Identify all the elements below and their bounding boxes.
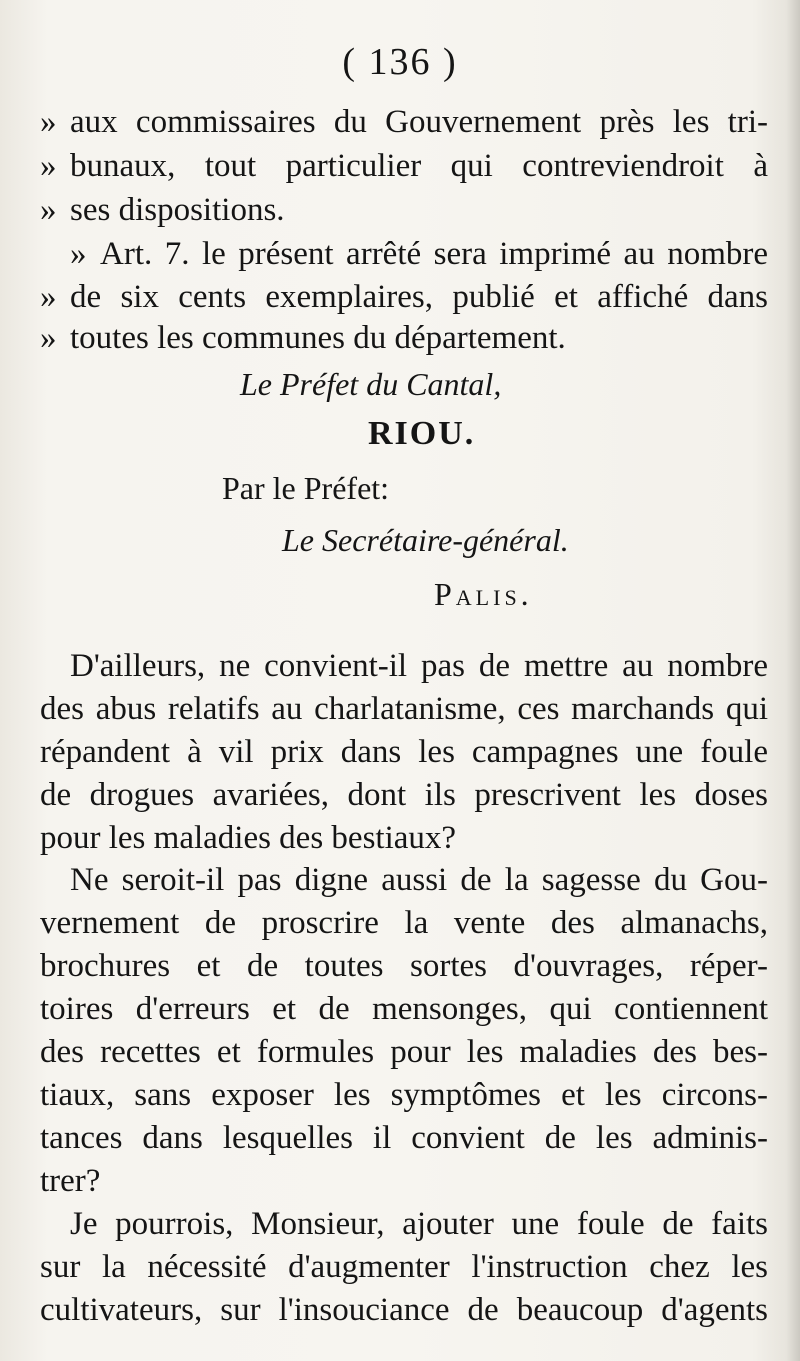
quote-mark: » [40,279,57,315]
paragraph-line: sur la nécessité d'augmenter l'instruction chez les [40,1249,768,1285]
quote-mark: » [40,104,57,140]
paragraph-line: tances dans lesquelles il convient de les adminis- [40,1120,768,1156]
quoted-line [40,146,768,186]
quoted-line [40,318,768,358]
paragraph-line: Ne seroit-il pas digne aussi de la sagesse du Gou- [70,862,768,898]
paragraph-line: pour les maladies des bestiaux? [40,820,457,856]
quoted-line [40,234,768,274]
quoted-text: ses dispositions. [70,192,285,228]
quoted-text: aux commissaires du Gouvernement près les tri- [70,104,768,140]
prefect-title: Le Préfet du Cantal, [240,366,502,402]
page-number: ( 136 ) [342,41,458,83]
paragraph-line: cultivateurs, sur l'insouciance de beaucoup d'agents [40,1292,768,1328]
quoted-text: bunaux, tout particulier qui contreviendroit à [70,148,768,184]
paragraph-line: D'ailleurs, ne convient-il pas de mettre au nombre [70,648,768,684]
paragraph-line: des recettes et formules pour les maladies des bes- [40,1034,768,1070]
paragraph-line: toires d'erreurs et de mensonges, qui contiennent [40,991,768,1027]
quoted-text: Art. 7. le présent arrêté sera imprimé au nombre [100,236,768,272]
secretary-name: Palis. [434,576,533,612]
quote-mark: » [70,236,87,272]
quoted-text: de six cents exemplaires, publié et affiché dans [70,279,768,315]
paragraph-line: tiaux, sans exposer les symptômes et les circons- [40,1077,768,1113]
quoted-text: toutes les communes du département. [70,320,566,356]
page-edge-shadow [786,0,800,1361]
quoted-line [40,190,768,230]
quoted-line [40,277,768,317]
quote-mark: » [40,192,57,228]
quote-mark: » [40,320,57,356]
quote-mark: » [40,148,57,184]
paragraph-line: répandent à vil prix dans les campagnes une foule [40,734,768,770]
paragraph-line: de drogues avariées, dont ils prescrivent les doses [40,777,768,813]
secretary-title: Le Secrétaire-général. [282,522,569,558]
paragraph-line: vernement de proscrire la vente des almanachs, [40,905,768,941]
paragraph-line: trer? [40,1163,101,1199]
paragraph-line: Je pourrois, Monsieur, ajouter une foule de faits [70,1206,768,1242]
paragraph-line: brochures et de toutes sortes d'ouvrages, réper- [40,948,768,984]
prefect-name: RIOU. [368,415,476,452]
quoted-line [40,102,768,142]
paragraph-line: des abus relatifs au charlatanisme, ces marchands qui [40,691,768,727]
by-line: Par le Préfet: [222,470,390,506]
